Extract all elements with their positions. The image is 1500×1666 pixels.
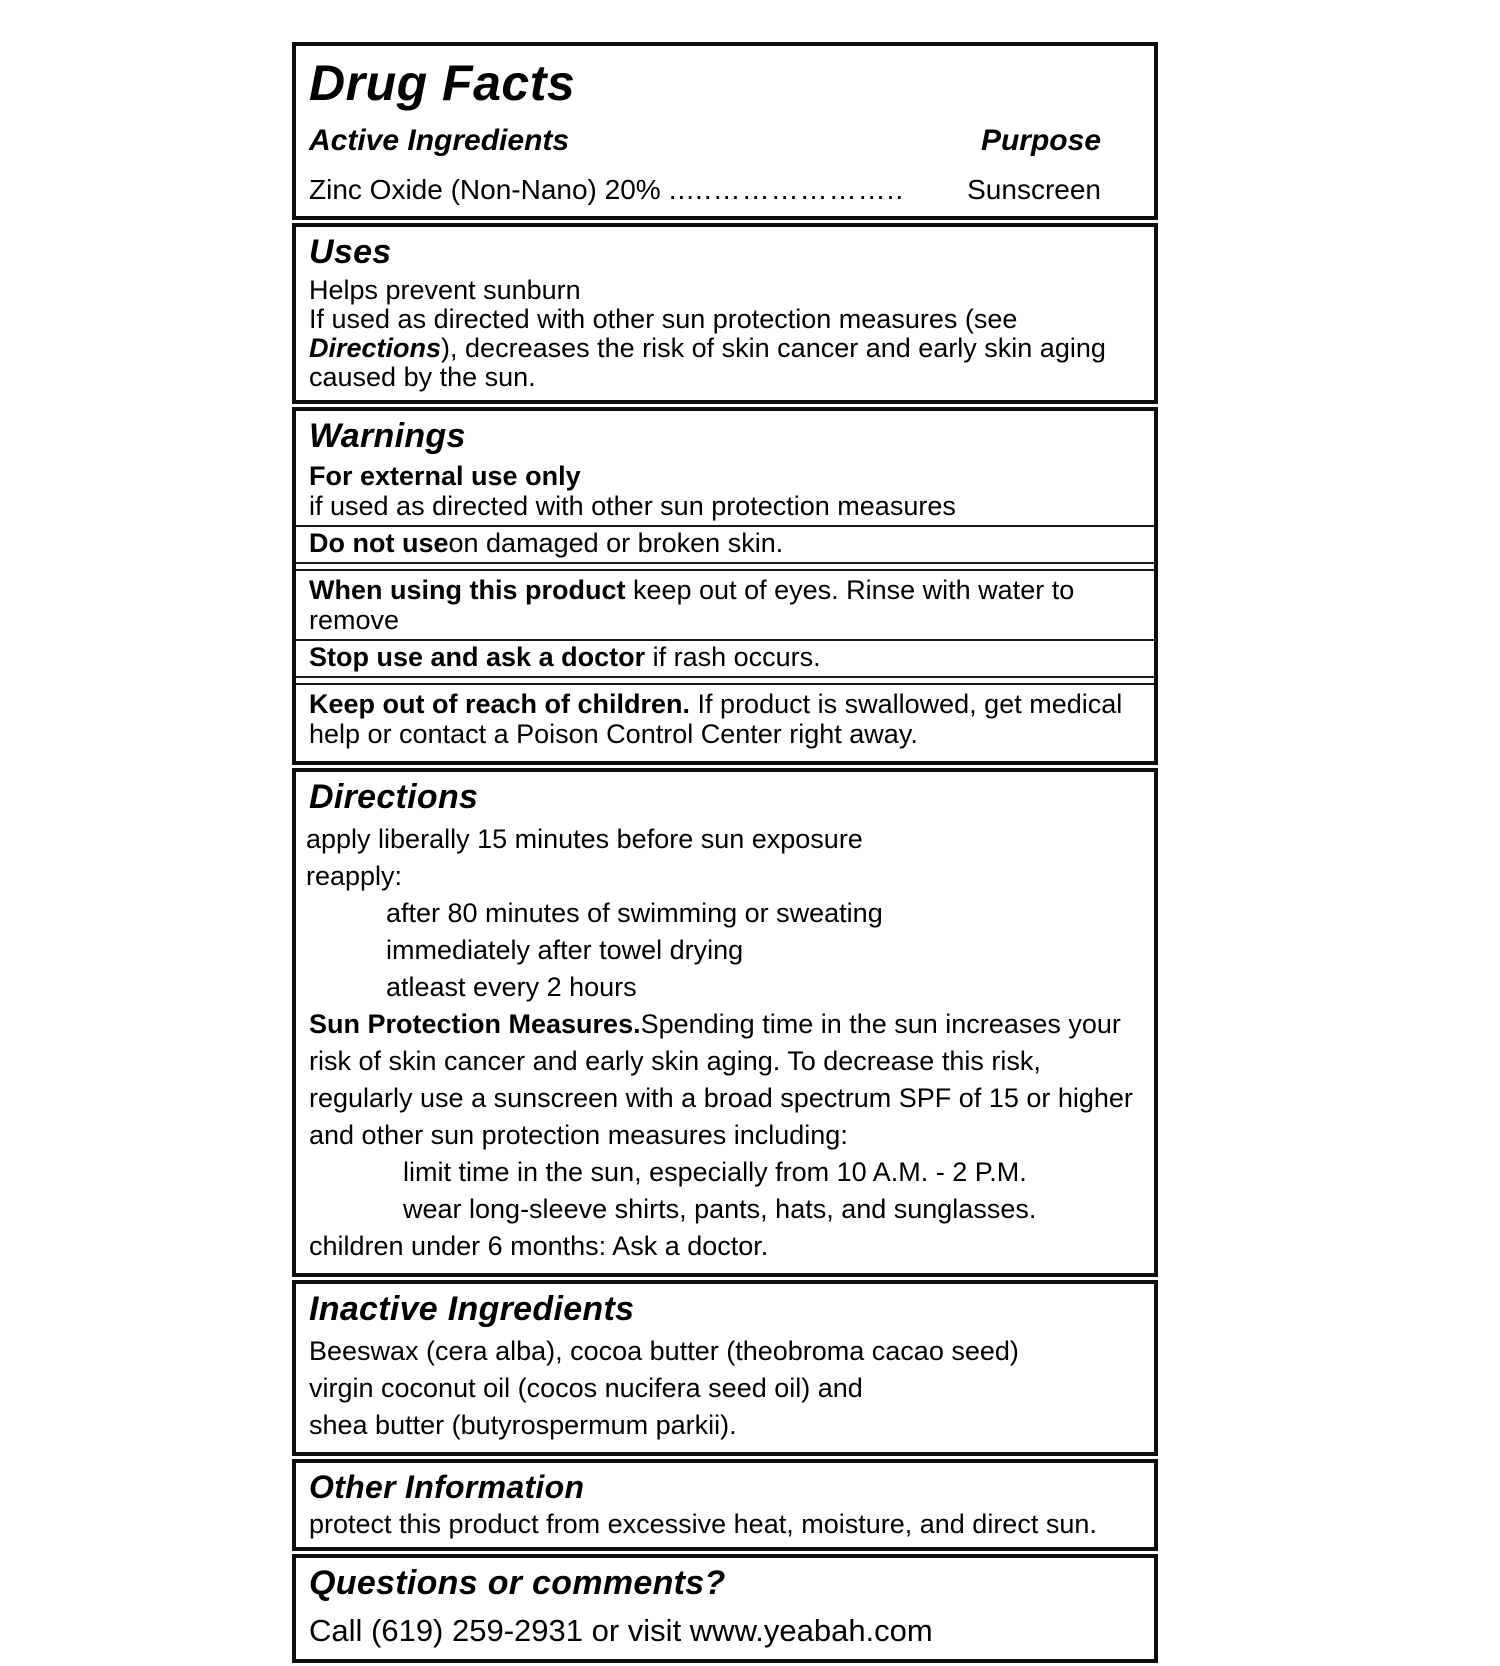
- warning-when-using-bold: When using this product: [309, 575, 626, 605]
- other-information-section: [292, 1459, 1158, 1551]
- warning-do-not-use: [296, 527, 1154, 564]
- inactive-line-3: shea butter (butyrospermum parkii).: [309, 1410, 737, 1440]
- questions-section: [292, 1554, 1158, 1663]
- ingredient-purpose: Sunscreen: [967, 174, 1101, 205]
- directions-children: children under 6 months: Ask a doctor.: [309, 1231, 769, 1261]
- active-ingredient-row: [296, 174, 1154, 206]
- purpose-heading: Purpose: [980, 124, 1101, 157]
- directions-reapply-hours: atleast every 2 hours: [386, 972, 637, 1002]
- page-title: Drug Facts: [309, 55, 576, 111]
- inactive-line-2: virgin coconut oil (cocos nucifera seed oil) and: [309, 1373, 863, 1403]
- warning-stop-use: [296, 641, 1154, 678]
- directions-limit-time: limit time in the sun, especially from 10 A.M. - 2 P.M.: [403, 1157, 1027, 1187]
- uses-directions-ref: Directions: [309, 333, 442, 363]
- active-ingredients-heading: Active Ingredients: [309, 124, 570, 157]
- directions-heading: Directions: [309, 778, 479, 816]
- directions-reapply-swimming: after 80 minutes of swimming or sweating: [386, 898, 883, 928]
- ingredients-header-row: [296, 124, 1154, 158]
- dot-leader: .....………………..: [668, 174, 905, 205]
- warning-do-not-use-text: on damaged or broken skin.: [448, 528, 784, 558]
- warning-do-not-use-bold: Do not use: [309, 528, 449, 558]
- inactive-ingredients-section: [292, 1280, 1158, 1456]
- uses-line-2: [296, 305, 1154, 392]
- warning-keep-out-bold: Keep out of reach of children.: [309, 689, 691, 719]
- warnings-heading: Warnings: [309, 417, 466, 455]
- warning-if-used: if used as directed with other sun protection measures: [309, 491, 956, 521]
- warning-keep-out-text: If product is swallowed, get medical help or contact a Poison Control Center right away.: [309, 689, 1123, 749]
- warning-external-use: [296, 460, 1154, 527]
- inactive-line-1: Beeswax (cera alba), cocoa butter (theobroma cacao seed): [309, 1336, 1019, 1366]
- warning-external-use-bold: For external use only: [309, 461, 581, 491]
- questions-heading: Questions or comments?: [309, 1564, 726, 1602]
- warning-stop-use-text: if rash occurs.: [645, 642, 821, 672]
- sun-protection-measures-text: Spending time in the sun increases your risk of skin cancer and early skin aging. To decrease this risk, regularly use a sunscreen with a broad spectrum SPF of 15 or higher and other sun protection measures including:: [309, 1009, 1133, 1150]
- warning-when-using-text: keep out of eyes. Rinse with water to remove: [309, 575, 1075, 635]
- drug-facts-label: [292, 42, 1158, 1666]
- warnings-section: [292, 407, 1158, 765]
- directions-apply: apply liberally 15 minutes before sun exposure: [306, 824, 863, 854]
- warning-keep-out: [296, 683, 1154, 753]
- uses-line-2-text: If used as directed with other sun protection measures (see: [309, 304, 1018, 334]
- questions-contact-line: Call (619) 259-2931 or visit www.yeabah.com: [309, 1613, 933, 1648]
- directions-reapply: reapply:: [306, 861, 403, 891]
- inactive-ingredients-heading: Inactive Ingredients: [309, 1290, 635, 1328]
- directions-section: [292, 768, 1158, 1277]
- ingredient-name: Zinc Oxide (Non-Nano) 20%: [309, 174, 661, 205]
- other-information-line: protect this product from excessive heat, moisture, and direct sun.: [309, 1509, 1097, 1539]
- warning-when-using: [296, 569, 1154, 641]
- directions-sun-protection: [296, 1006, 1154, 1154]
- uses-line-2-tail: ), decreases the risk of skin cancer and early skin aging caused by the sun.: [309, 333, 1106, 392]
- uses-heading: Uses: [309, 233, 392, 271]
- directions-wear-clothing: wear long-sleeve shirts, pants, hats, and sunglasses.: [403, 1194, 1037, 1224]
- header-section: [292, 42, 1158, 220]
- directions-reapply-towel: immediately after towel drying: [386, 935, 744, 965]
- uses-line-1: Helps prevent sunburn: [309, 275, 581, 305]
- sun-protection-measures-bold: Sun Protection Measures.: [309, 1009, 641, 1039]
- warning-stop-use-bold: Stop use and ask a doctor: [309, 642, 646, 672]
- other-information-heading: Other Information: [309, 1469, 585, 1505]
- uses-section: [292, 223, 1158, 404]
